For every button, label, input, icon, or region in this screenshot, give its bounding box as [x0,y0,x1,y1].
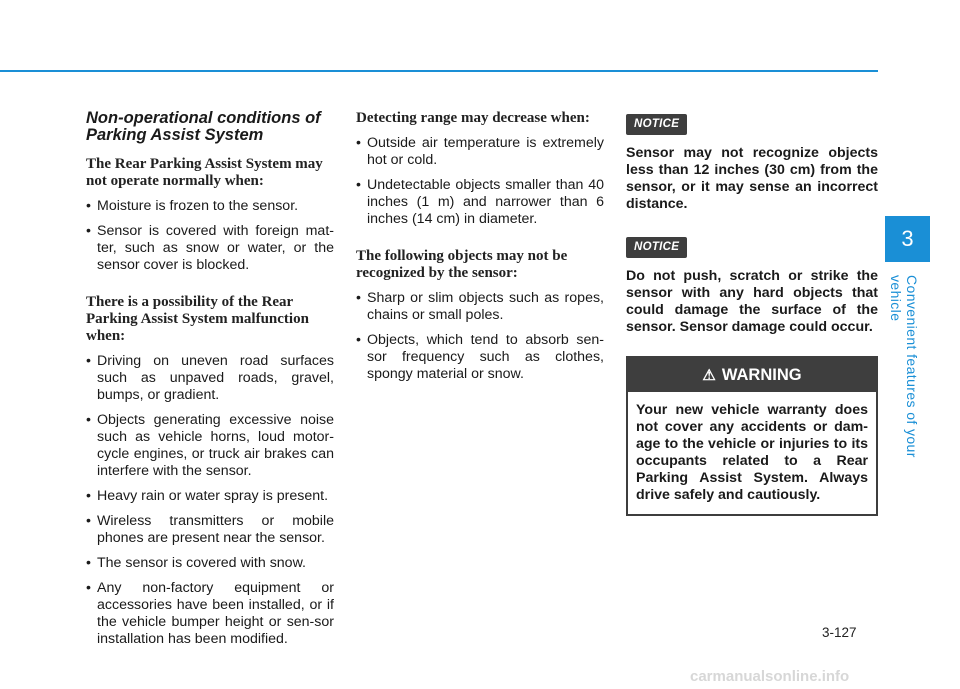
column-1 [86,110,334,668]
list-detecting-range [356,135,604,228]
section-title: Non-operational conditions of Parking Assist System [86,109,321,144]
list-item: • Sharp or slim objects such as ropes, chains or small poles. [356,290,604,323]
page-number: 3-127 [822,625,857,640]
notice-text: Do not push, scratch or strike the sensor with any hard objects that could damage the surface of the sensor. Sensor damage could occur. [626,268,878,335]
chapter-label: Convenient features of your vehicle [888,275,920,458]
subheading-detecting-range: Detecting range may decrease when: [356,110,590,126]
list-item: • Heavy rain or water spray is present. [86,488,329,504]
list-item: • Driving on uneven road surfaces such as unpaved roads, gravel, bumps, or gradient. [86,353,334,403]
list-item: • The sensor is covered with snow. [86,555,306,571]
list-item: • Moisture is frozen to the sensor. [86,198,299,214]
warning-box [626,356,878,516]
subheading-not-recognized: The following objects may not be recognized by the sensor: [356,248,568,281]
warning-header [628,358,876,392]
list-not-operate [86,198,334,274]
warning-triangle-icon: ⚠ [702,367,716,384]
warning-text: Your new vehicle warranty does not cover any accidents or dam-age to the vehicle or injuries to its occupants related to a Rear Parking Assist System. Always drive safely and cautiously. [636,402,868,503]
list-malfunction [86,353,334,648]
subheading-not-operate: The Rear Parking Assist System may not operate normally when: [86,156,323,189]
top-rule [0,70,878,72]
list-item: • Outside air temperature is extremely hot or cold. [356,135,604,168]
list-item: • Objects generating excessive noise such as vehicle horns, loud motor-cycle engines, or truck air brakes can interfere with the sensor. [86,412,334,479]
list-item: • Objects, which tend to absorb sen-sor frequency such as clothes, spongy material or snow. [356,332,604,382]
list-not-recognized [356,290,604,383]
column-2 [356,110,604,403]
list-item: • Sensor is covered with foreign mat-ter, such as snow or water, or the sensor cover is blocked. [86,223,334,273]
list-item: • Undetectable objects smaller than 40 inches (1 m) and narrower than 6 inches (14 cm) in diameter. [356,177,604,227]
chapter-tab: 3 [885,216,930,262]
warning-label: WARNING [721,366,802,384]
notice-badge: NOTICE [626,237,687,258]
list-item: • Wireless transmitters or mobile phones are present near the sensor. [86,513,334,546]
subheading-malfunction: There is a possibility of the Rear Parking Assist System malfunction when: [86,294,309,344]
notice-badge: NOTICE [626,114,687,135]
list-item: • Any non-factory equipment or accessories have been installed, or if the vehicle bumper height or sen-sor installation has been modified. [86,580,334,647]
column-3 [626,110,878,516]
notice-text: Sensor may not recognize objects less than 12 inches (30 cm) from the sensor, or it may sense an incorrect distance. [626,145,878,212]
watermark: carmanualsonline.info [690,668,850,685]
